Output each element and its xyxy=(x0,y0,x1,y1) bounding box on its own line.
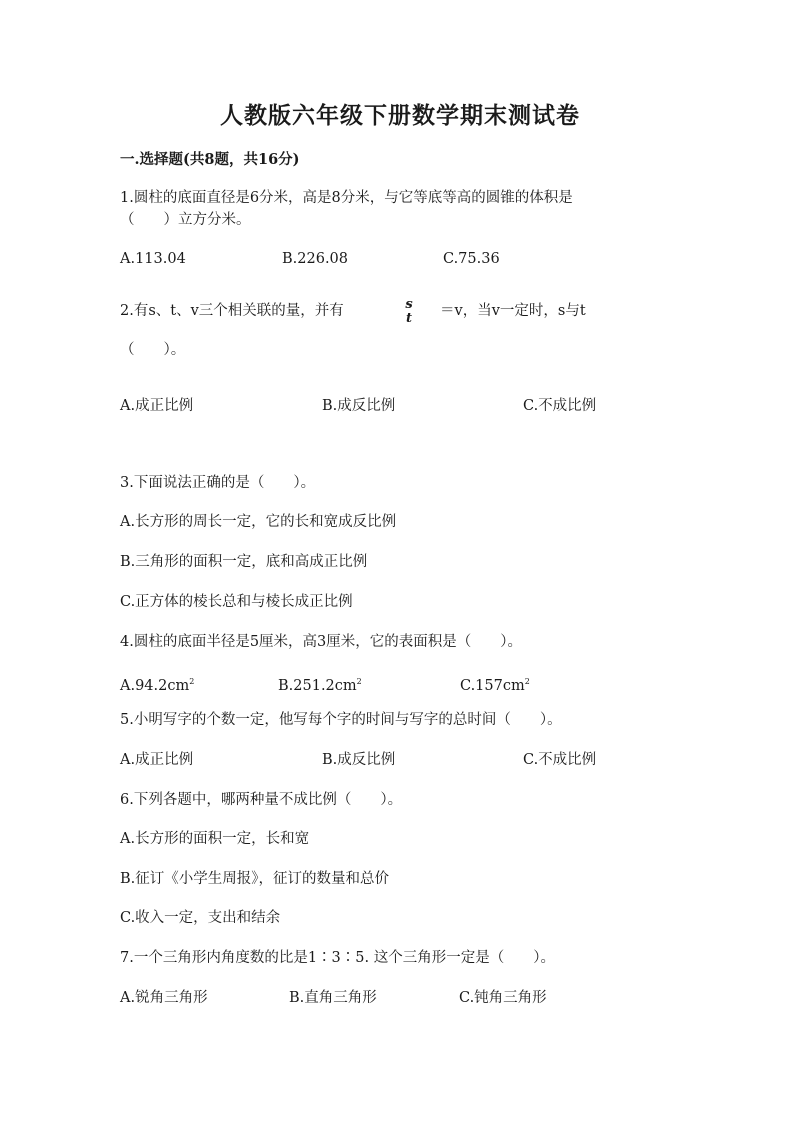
unit-superscript: 2 xyxy=(189,677,195,686)
question-2-option-c: C.不成比例 xyxy=(523,398,597,414)
question-2-text-before: 2.有s、t、v三个相关联的量，并有 xyxy=(120,303,344,319)
question-1-line-2: （ ）立方分米。 xyxy=(120,212,251,228)
question-7-option-c: C.钝角三角形 xyxy=(459,990,547,1006)
question-5-option-c: C.不成比例 xyxy=(523,752,597,768)
question-6-option-b: B.征订《小学生周报》，征订的数量和总价 xyxy=(120,871,390,887)
page-title: 人教版六年级下册数学期末测试卷 xyxy=(220,102,580,129)
question-6-option-c: C.收入一定，支出和结余 xyxy=(120,910,281,926)
question-4-option-b-label: B.251.2cm xyxy=(278,678,357,694)
fraction-numerator: s xyxy=(405,297,413,312)
question-1-line-1: 1.圆柱的底面直径是6分米，高是8分米，与它等底等高的圆锥的体积是 xyxy=(120,190,573,206)
question-3-option-a: A.长方形的周长一定，它的长和宽成反比例 xyxy=(120,514,397,530)
question-5-option-a: A.成正比例 xyxy=(120,752,194,768)
question-7-text: 7.一个三角形内角度数的比是1∶3∶5. 这个三角形一定是（ ）。 xyxy=(120,950,555,966)
question-3-text: 3.下面说法正确的是（ ）。 xyxy=(120,475,316,491)
question-6-option-a: A.长方形的面积一定，长和宽 xyxy=(120,831,310,847)
question-2-option-a: A.成正比例 xyxy=(120,398,194,414)
question-7-option-a: A.锐角三角形 xyxy=(120,990,208,1006)
question-1-option-c: C.75.36 xyxy=(443,251,500,267)
question-5-option-b: B.成反比例 xyxy=(322,752,396,768)
question-2-line-2: （ ）。 xyxy=(120,342,186,358)
section-heading: 一.选择题(共8题，共16分) xyxy=(120,151,300,168)
question-4-option-a xyxy=(120,672,194,696)
question-3-option-c: C.正方体的棱长总和与棱长成正比例 xyxy=(120,594,353,610)
question-2-option-b: B.成反比例 xyxy=(322,398,396,414)
question-4-option-c-label: C.157cm xyxy=(460,678,525,694)
question-1-option-a: A.113.04 xyxy=(120,251,186,267)
fraction-denominator: t xyxy=(405,311,412,326)
question-6-text: 6.下列各题中，哪两种量不成比例（ ）。 xyxy=(120,792,403,808)
question-1-option-b: B.226.08 xyxy=(282,251,349,267)
question-5-text: 5.小明写字的个数一定，他写每个字的时间与写字的总时间（ ）。 xyxy=(120,712,562,728)
unit-superscript: 2 xyxy=(356,677,362,686)
unit-superscript: 2 xyxy=(524,677,530,686)
question-4-text: 4.圆柱的底面半径是5厘米，高3厘米，它的表面积是（ ）。 xyxy=(120,634,523,650)
question-3-option-b: B.三角形的面积一定，底和高成正比例 xyxy=(120,554,368,570)
question-4-option-c xyxy=(460,672,530,696)
question-4-option-a-label: A.94.2cm xyxy=(120,678,190,694)
question-2-text-after: ＝v，当v一定时，s与t xyxy=(440,303,586,319)
fraction-s-over-t xyxy=(398,298,420,326)
question-4-option-b xyxy=(278,672,362,696)
question-7-option-b: B.直角三角形 xyxy=(289,990,377,1006)
